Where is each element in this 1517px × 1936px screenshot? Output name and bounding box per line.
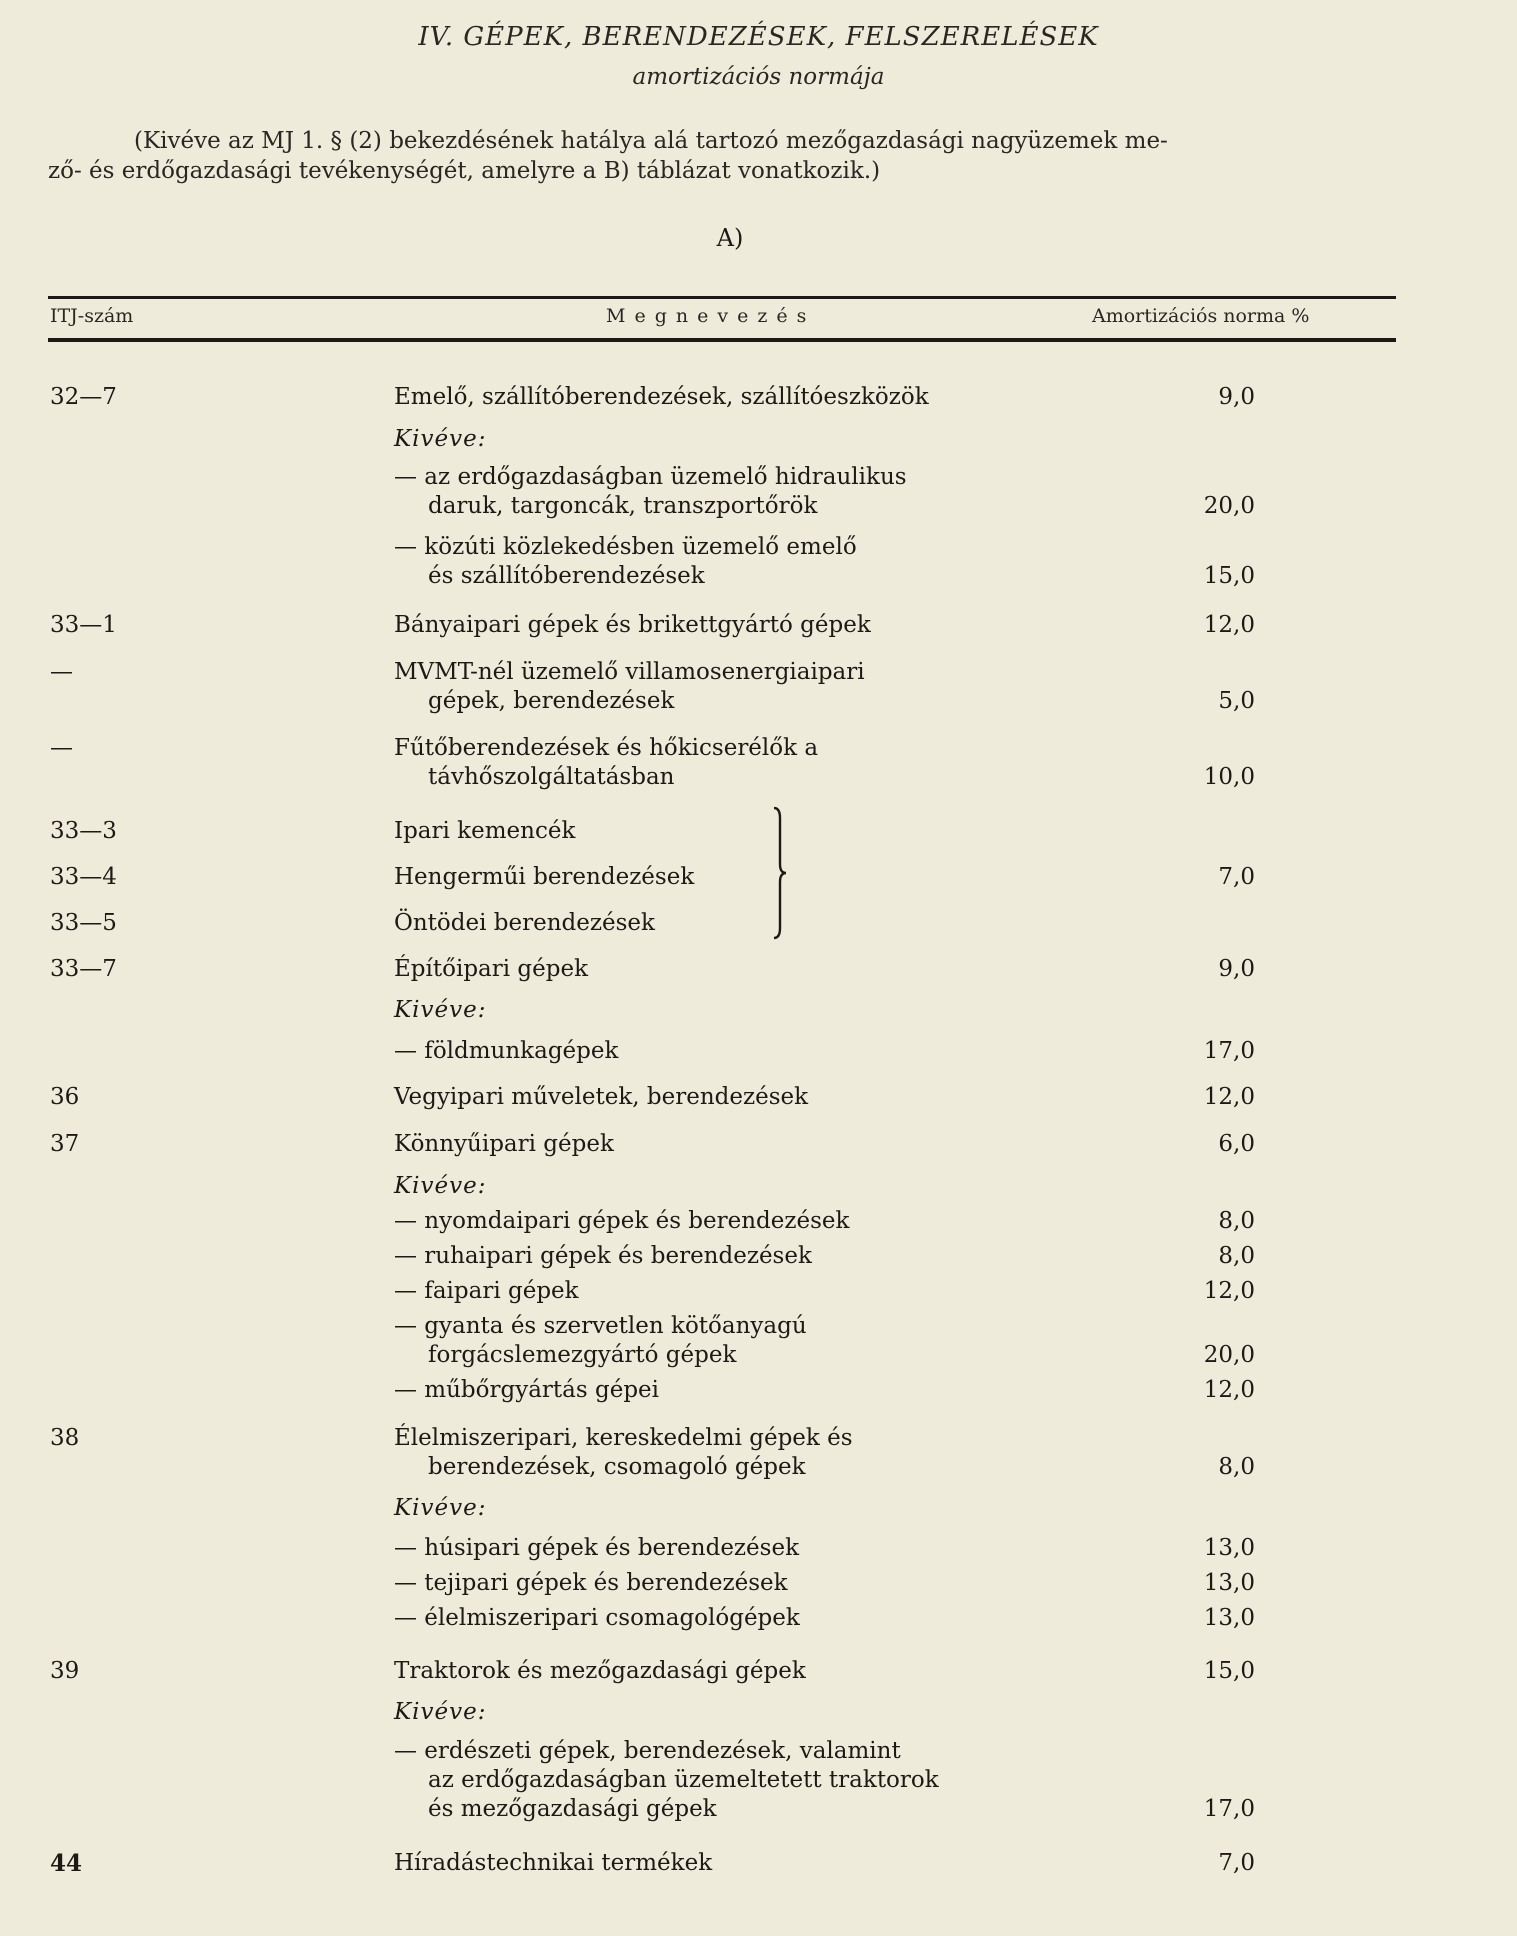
norm-value: 6,0: [1218, 1131, 1255, 1157]
norm-value: 8,0: [1218, 1208, 1255, 1234]
norm-value: 12,0: [1203, 1084, 1255, 1110]
item-name: Hengerműi berendezések: [394, 864, 695, 890]
item-name: — földmunkagépek: [394, 1038, 619, 1064]
exception-label: Kivéve:: [394, 1173, 487, 1199]
page-title: IV. GÉPEK, BERENDEZÉSEK, FELSZERELÉSEK: [418, 22, 1099, 52]
item-name: Öntödei berendezések: [394, 910, 655, 936]
item-name-line: és mezőgazdasági gépek: [428, 1796, 717, 1822]
item-name-line: berendezések, csomagoló gépek: [428, 1454, 806, 1480]
itj-code: 33—1: [50, 612, 117, 638]
itj-code: 33—4: [50, 864, 117, 890]
exception-label: Kivéve:: [394, 1699, 487, 1725]
exception-label: Kivéve:: [394, 997, 487, 1023]
exception-label: Kivéve:: [394, 426, 487, 452]
item-name: — faipari gépek: [394, 1278, 579, 1304]
intro-paragraph: [48, 126, 1348, 186]
item-name: Könnyűipari gépek: [394, 1131, 614, 1157]
item-name: Emelő, szállítóberendezések, szállítóeszközök: [394, 384, 929, 410]
item-name-line: — gyanta és szervetlen kötőanyagú: [394, 1313, 807, 1339]
item-name-line: daruk, targoncák, transzportőrök: [428, 493, 818, 519]
itj-code: 37: [50, 1131, 80, 1157]
norm-value: 20,0: [1203, 1342, 1255, 1368]
itj-code: 36: [50, 1084, 80, 1110]
item-name: — műbőrgyártás gépei: [394, 1377, 660, 1403]
norm-value: 8,0: [1218, 1243, 1255, 1269]
item-name: [394, 1312, 807, 1370]
itj-code: 33—3: [50, 818, 117, 844]
item-name: Híradástechnikai termékek: [394, 1850, 713, 1876]
norm-value: 20,0: [1203, 493, 1255, 519]
norm-value: 13,0: [1203, 1605, 1255, 1631]
item-name: — húsipari gépek és berendezések: [394, 1535, 800, 1561]
norm-value: 5,0: [1218, 688, 1255, 714]
norm-value: 15,0: [1203, 1658, 1255, 1684]
item-name: Építőipari gépek: [394, 956, 589, 982]
norm-value: 9,0: [1218, 384, 1255, 410]
item-name-line: az erdőgazdaságban üzemeltetett traktorok: [428, 1767, 939, 1793]
norm-value: 9,0: [1218, 956, 1255, 982]
item-name: [394, 734, 818, 792]
item-name: — ruhaipari gépek és berendezések: [394, 1243, 812, 1269]
norm-value: 12,0: [1203, 612, 1255, 638]
item-name: [394, 463, 907, 521]
intro-line: (Kivéve az MJ 1. § (2) bekezdésének hatálya alá tartozó mezőgazdasági nagyüzemek me-: [134, 128, 1168, 154]
item-name-line: — erdészeti gépek, berendezések, valamint: [394, 1738, 901, 1764]
item-name: [394, 658, 865, 716]
item-name-line: MVMT-nél üzemelő villamosenergiaipari: [394, 659, 865, 685]
item-name-line: — közúti közlekedésben üzemelő emelő: [394, 534, 857, 560]
itj-code: 33—7: [50, 956, 117, 982]
norm-value: 17,0: [1203, 1796, 1255, 1822]
header-rule-bottom: [48, 338, 1396, 342]
itj-code: —: [50, 659, 73, 685]
norm-value: 10,0: [1203, 764, 1255, 790]
itj-code: —: [50, 735, 73, 761]
item-name: — tejipari gépek és berendezések: [394, 1570, 788, 1596]
norm-value: 8,0: [1218, 1454, 1255, 1480]
itj-code: 38: [50, 1425, 80, 1451]
exception-label: Kivéve:: [394, 1495, 487, 1521]
grouping-brace: [772, 806, 788, 940]
itj-code: 39: [50, 1658, 80, 1684]
column-header-name: Megnevezés: [606, 305, 816, 327]
item-name-line: — az erdőgazdaságban üzemelő hidraulikus: [394, 464, 907, 490]
norm-value: 12,0: [1203, 1278, 1255, 1304]
itj-code: 44: [50, 1850, 83, 1877]
page-subtitle: amortizációs normája: [632, 64, 885, 90]
item-name-line: távhőszolgáltatásban: [428, 764, 675, 790]
norm-value: 13,0: [1203, 1535, 1255, 1561]
header-rule-top: [48, 296, 1396, 299]
item-name: [394, 533, 857, 591]
norm-value: 7,0: [1218, 864, 1255, 890]
intro-line: ző- és erdőgazdasági tevékenységét, amelyre a B) táblázat vonatkozik.): [48, 158, 881, 184]
norm-value: 15,0: [1203, 563, 1255, 589]
norm-value: 17,0: [1203, 1038, 1255, 1064]
norm-value: 12,0: [1203, 1377, 1255, 1403]
item-name: Ipari kemencék: [394, 818, 576, 844]
item-name: [394, 1737, 939, 1824]
itj-code: 33—5: [50, 910, 117, 936]
norm-value: 7,0: [1218, 1850, 1255, 1876]
norm-value: 13,0: [1203, 1570, 1255, 1596]
item-name-line: és szállítóberendezések: [428, 563, 705, 589]
item-name: Traktorok és mezőgazdasági gépek: [394, 1658, 806, 1684]
item-name-line: Élelmiszeripari, kereskedelmi gépek és: [394, 1425, 853, 1451]
item-name-line: forgácslemezgyártó gépek: [428, 1342, 737, 1368]
column-header-code: ITJ-szám: [50, 305, 134, 327]
item-name-line: gépek, berendezések: [428, 688, 675, 714]
item-name: — nyomdaipari gépek és berendezések: [394, 1208, 850, 1234]
itj-code: 32—7: [50, 384, 117, 410]
item-name: [394, 1424, 853, 1482]
item-name: Vegyipari műveletek, berendezések: [394, 1084, 809, 1110]
section-label: A): [716, 224, 744, 252]
item-name: — élelmiszeripari csomagológépek: [394, 1605, 800, 1631]
column-header-norm: Amortizációs norma %: [1092, 305, 1310, 327]
item-name: Bányaipari gépek és brikettgyártó gépek: [394, 612, 871, 638]
item-name-line: Fűtőberendezések és hőkicserélők a: [394, 735, 819, 761]
